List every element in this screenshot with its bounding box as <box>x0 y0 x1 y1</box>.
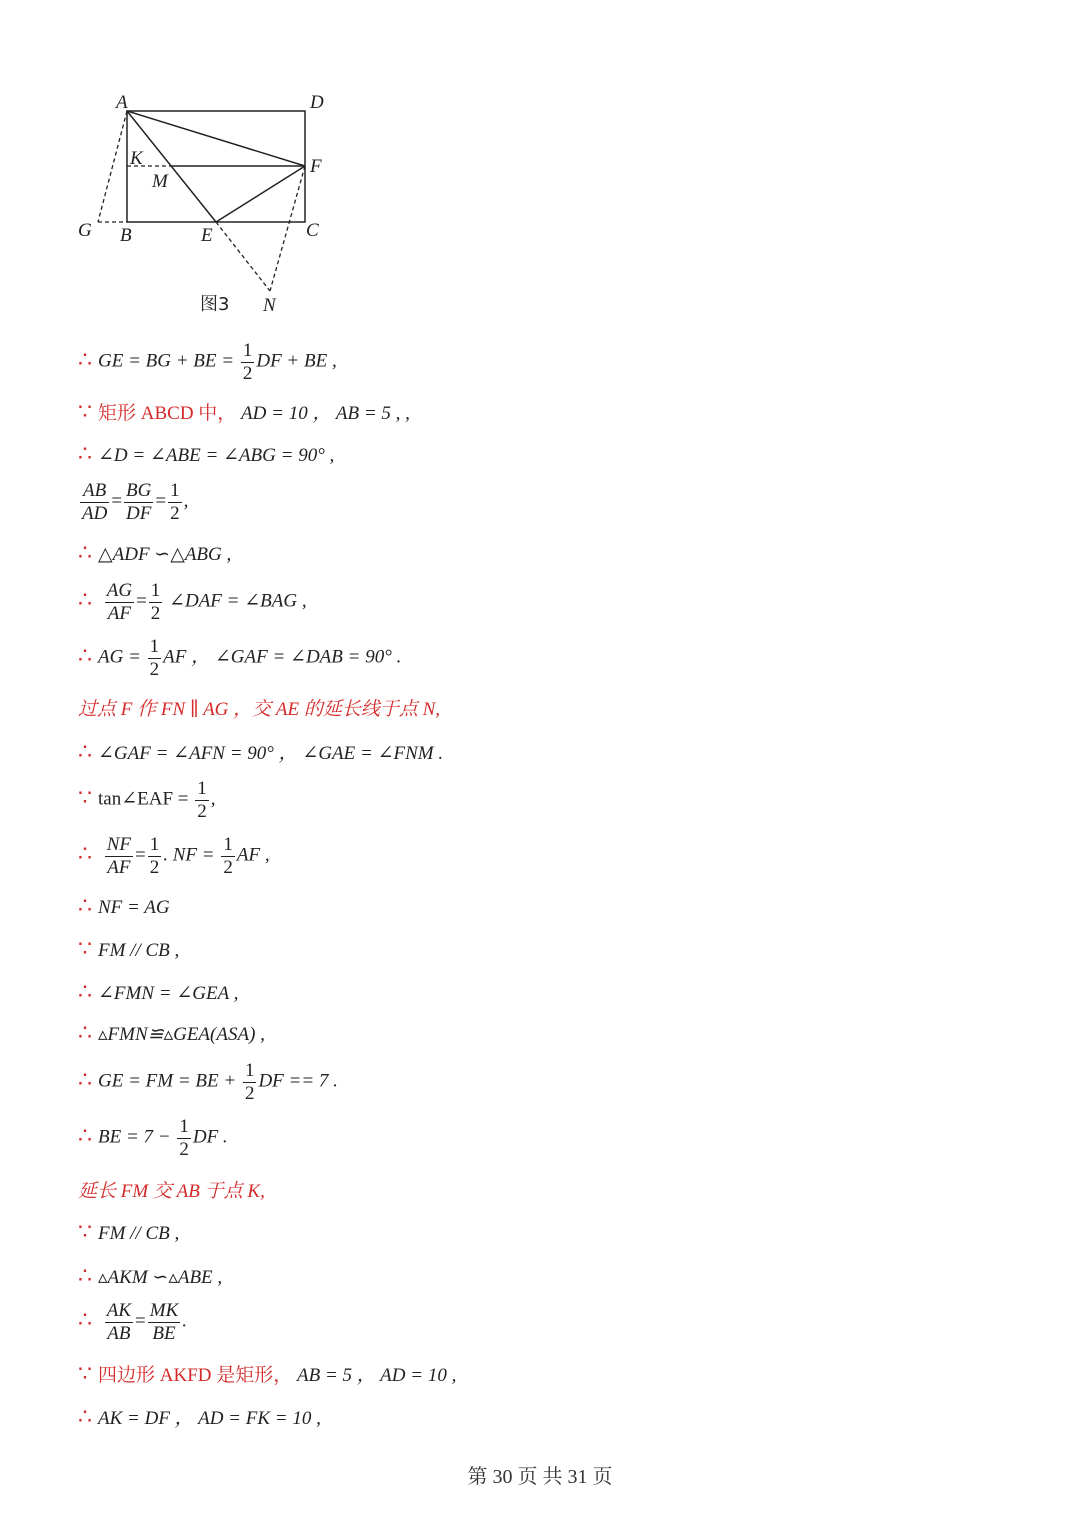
label-b: B <box>120 225 132 246</box>
label-d: D <box>310 92 324 113</box>
label-g: G <box>78 220 92 241</box>
label-k: K <box>130 148 143 169</box>
line-3: ∴ ∠D = ∠ABE = ∠ABG = 90° , <box>78 441 335 466</box>
figure-svg <box>70 86 370 326</box>
line-10: ∵ tan∠EAF = $\frac{1}{2}$ , <box>78 778 216 822</box>
figure-caption: 图3 <box>200 294 230 315</box>
line-12: ∴ NF = AG <box>78 893 170 918</box>
line-20: ∴ ▵AKM ∽▵ABE , <box>78 1263 223 1288</box>
label-f: F <box>310 156 322 177</box>
line-1: ∴ GE = BG + BE = $\frac{1}{2}$ DF + BE , <box>78 340 337 384</box>
line-11: ∴ $\frac{NF}{AF}$ = $\frac{1}{2}$ . NF = $\frac{1}{2}$ AF , <box>78 834 270 878</box>
line-16: ∴ GE = FM = BE + $\frac{1}{2}$ DF == 7 . <box>78 1060 338 1104</box>
line-19: ∵ FM // CB , <box>78 1219 180 1244</box>
label-a: A <box>116 92 128 113</box>
seg-en <box>216 222 270 291</box>
line-2: ∵ 矩形 ABCD 中， AD = 10 ， AB = 5 , , <box>78 399 410 424</box>
label-m: M <box>152 171 168 192</box>
line-15: ∴ ▵FMN≌▵GEA(ASA) , <box>78 1020 265 1045</box>
line-14: ∴ ∠FMN = ∠GEA , <box>78 979 239 1004</box>
line-7: ∴ AG = $\frac{1}{2}$ AF ， ∠GAF = ∠DAB = 90° . <box>78 636 402 680</box>
line-8: 过点 F 作 FN ∥ AG ，交 AE 的延长线于点 N, <box>78 699 441 720</box>
line-6: ∴ $\frac{AG}{AF}$ = $\frac{1}{2}$ ∠DAF = ∠BAG , <box>78 580 307 624</box>
geometry-figure <box>70 86 370 326</box>
line-17: ∴ BE = 7 − $\frac{1}{2}$ DF . <box>78 1116 228 1160</box>
line-13: ∵ FM // CB , <box>78 936 180 961</box>
seg-af <box>127 111 305 166</box>
line-23: ∴ AK = DF ， AD = FK = 10 , <box>78 1404 321 1429</box>
label-c: C <box>306 220 319 241</box>
label-n: N <box>263 295 276 316</box>
line-21: ∴ $\frac{AK}{AB}$ = $\frac{MK}{BE}$ . <box>78 1300 187 1344</box>
line-9: ∴ ∠GAF = ∠AFN = 90° ， ∠GAE = ∠FNM . <box>78 739 444 764</box>
line-4: $\frac{AB}{AD}$ = $\frac{BG}{DF}$ = $\frac{1}{2}$ , <box>82 480 189 524</box>
line-18: 延长 FM 交 AB 于点 K, <box>78 1181 265 1202</box>
line-22: ∵ 四边形 AKFD 是矩形， AB = 5 ， AD = 10 , <box>78 1361 457 1386</box>
page-footer: 第 30 页 共 31 页 <box>467 1466 613 1488</box>
line-5: ∴ △ADF ∽△ABG , <box>78 540 232 565</box>
seg-ag <box>98 111 127 222</box>
label-e: E <box>201 225 213 246</box>
